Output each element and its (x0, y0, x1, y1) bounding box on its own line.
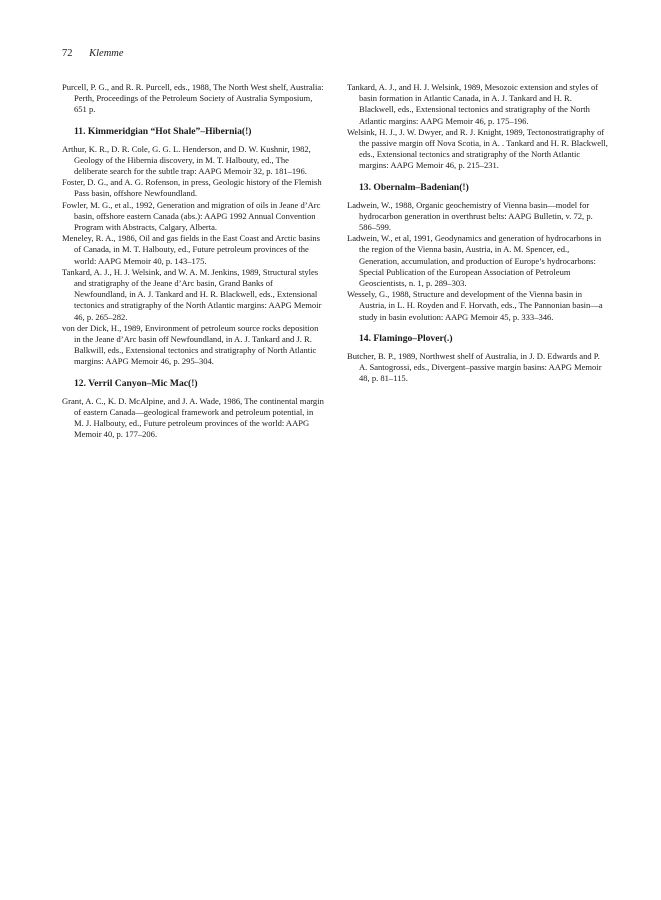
reference-entry: Welsink, H. J., J. W. Dwyer, and R. J. Knight, 1989, Tectonostratigraphy of the passive margin off Nova Scotia, in A. . Tankard and H. R. Blackwell, eds., Extensional tectonics and stratigraphy of the North Atlantic margins: AAPG Memoir 46, p. 215–231. (347, 126, 608, 171)
running-author: Klemme (89, 48, 124, 59)
right-column (347, 82, 609, 384)
reference-entry: Butcher, B. P., 1989, Northwest shelf of Australia, in J. D. Edwards and P. A. Santogrossi, eds., Divergent–passive margin basins: AAPG Memoir 48, p. 81–115. (347, 350, 602, 384)
reference-entry: Tankard, A. J., H. J. Welsink, and W. A. M. Jenkins, 1989, Structural styles and stratigraphy of the Jeane d’Arc basin, Grand Banks of Newfoundland, in A. J. Tankard and H. R. Blackwell, eds., Extensional tectonics and stratigraphy of the North Atlantic margins: AAPG Memoir 46, p. 265–282. (62, 266, 322, 322)
reference-entry: Foster, D. G., and A. G. Rofenson, in press, Geologic history of the Flemish Pass basin, offshore Newfoundland. (62, 177, 322, 199)
reference-entry: Ladwein, W., 1988, Organic geochemistry of Vienna basin—model for hydrocarbon generation in overthrust belts: AAPG Bulletin, v. 72, p. 586–599. (347, 199, 593, 233)
reference-entry: Grant, A. C., K. D. McAlpine, and J. A. Wade, 1986, The continental margin of eastern Canada—geological framework and petroleum potential, in M. J. Halbouty, ed., Future petroleum provinces of the world: AAPG Memoir 40, p. 177–206. (62, 395, 324, 440)
section-heading: 12. Verril Canyon–Mic Mac(!) (74, 377, 198, 389)
reference-entry: Ladwein, W., et al, 1991, Geodynamics and generation of hydrocarbons in the region of the Vienna basin, Austria, in A. M. Spencer, ed., Generation, accumulation, and production of Europe’s hydrocarbons: Special Publication of the European Association of Petroleum Geoscientists, n. 1, p. 289–303. (347, 233, 602, 289)
section-heading: 11. Kimmeridgian “Hot Shale”–Hibernia(!) (74, 125, 252, 137)
reference-entry: Meneley, R. A., 1986, Oil and gas fields in the East Coast and Arctic basins of Canada, in M. T. Halbouty, ed., Future petroleum provinces of the world: AAPG Memoir 40, p. 143–175. (62, 233, 320, 266)
reference-entry: Fowler, M. G., et al., 1992, Generation and migration of oils in Jeane d’Arc basin, offshore eastern Canada (abs.): AAPG 1992 Annual Convention Program with Abstracts, Calgary, Alberta. (62, 199, 321, 233)
page-number: 72 (62, 48, 73, 59)
running-head (62, 48, 124, 59)
reference-entry: Wessely, G., 1988, Structure and development of the Vienna basin in Austria, in L. H. Royden and F. Horvath, eds., The Pannonian basin—a study in basin evolution: AAPG Memoir 45, p. 333–346. (347, 289, 603, 322)
reference-entry: von der Dick, H., 1989, Environment of petroleum source rocks deposition in the Jeane d’Arc basin off Newfoundland, in A. J. Tankard and J. R. Balkwill, eds., Extensional tectonics and stratigraphy of North Atlantic margins: AAPG Memoir 46, p. 295–304. (62, 322, 319, 367)
reference-entry: Arthur, K. R., D. R. Cole, G. G. L. Henderson, and D. W. Kushnir, 1982, Geology of the Hibernia discovery, in M. T. Halbouty, ed., The deliberate search for the subtle trap: AAPG Memoir 32, p. 181–196. (62, 143, 311, 177)
reference-entry: Tankard, A. J., and H. J. Welsink, 1989, Mesozoic extension and styles of basin formation in Atlantic Canada, in A. J. Tankard and H. R. Blackwell, eds., Extensional tectonics and stratigraphy of the North Atlantic margins: AAPG Memoir 46, p. 175–196. (347, 82, 599, 126)
section-heading: 14. Flamingo–Plover(.) (359, 332, 453, 344)
reference-entry: Purcell, P. G., and R. R. Purcell, eds., 1988, The North West shelf, Australia: Perth, Proceedings of the Petroleum Society of Australia Symposium, 651 p. (62, 82, 324, 115)
left-column (62, 82, 324, 440)
section-heading: 13. Obernalm–Badenian(!) (359, 181, 469, 193)
